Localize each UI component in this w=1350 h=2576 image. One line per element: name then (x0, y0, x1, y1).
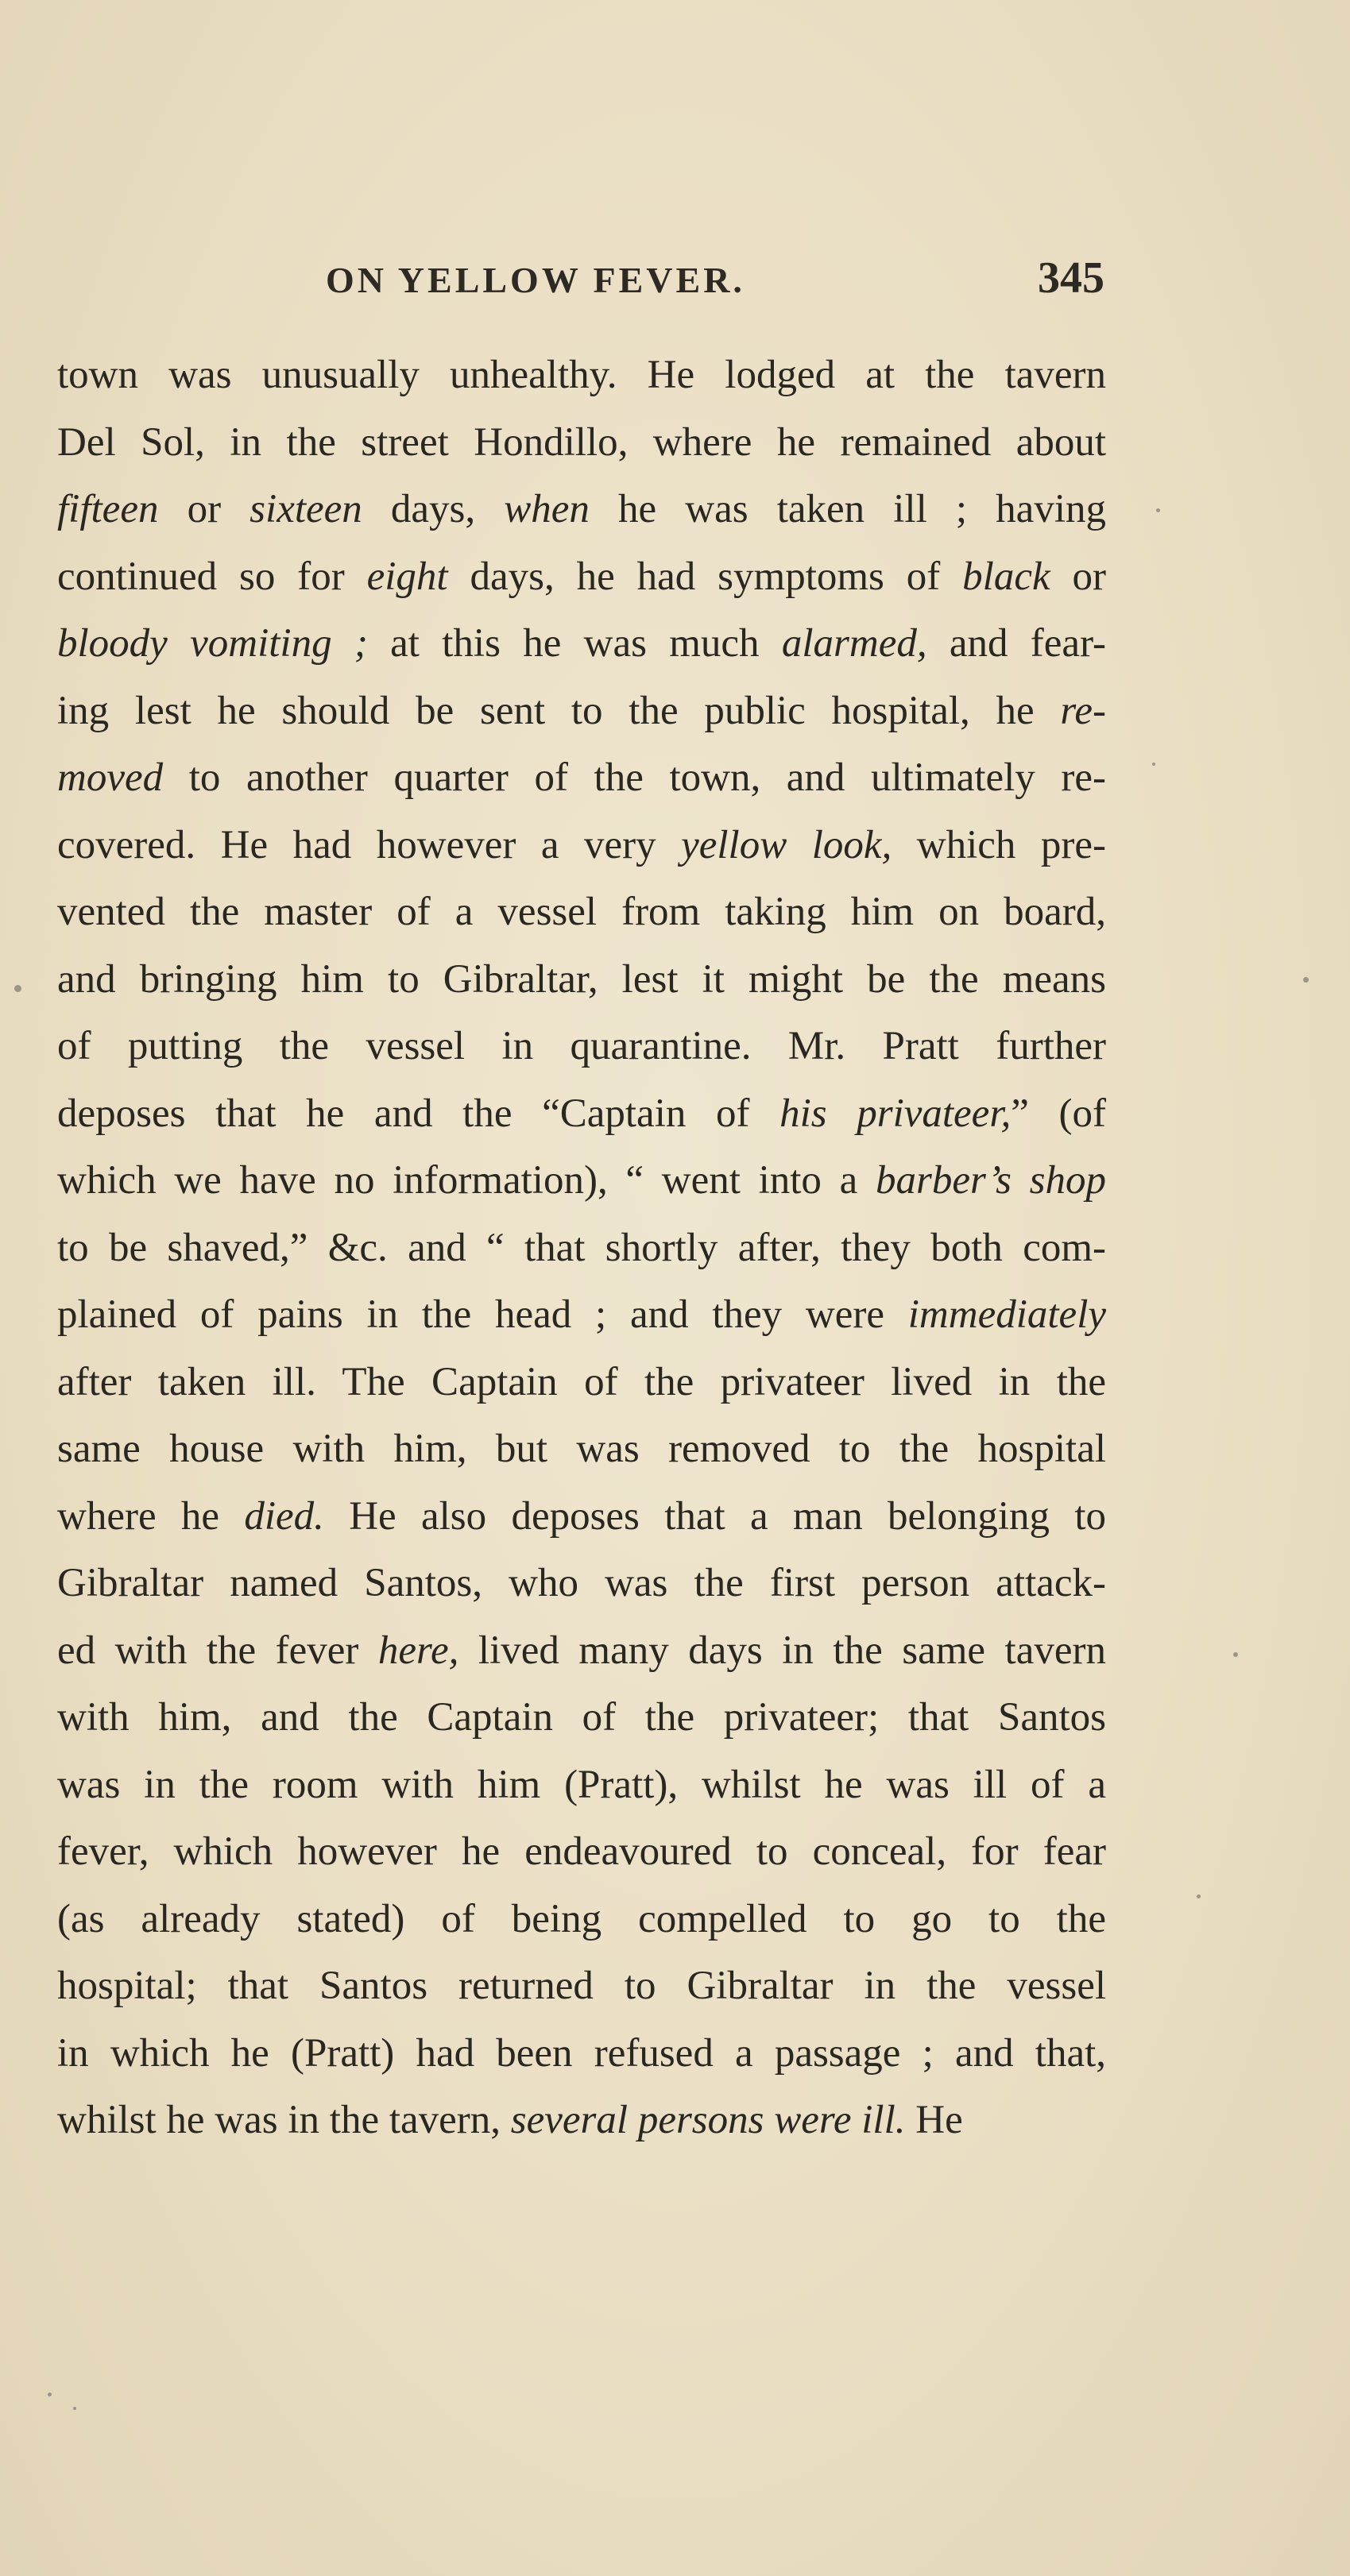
italic-text: alarmed, (781, 621, 927, 666)
text-run: Del Sol, in the street Hondillo, where he remained about (57, 419, 1106, 465)
text-run: whilst he was in the tavern, (57, 2098, 511, 2142)
text-line (57, 476, 1106, 543)
text-line (57, 1751, 1106, 1819)
foxing-spot (1197, 1894, 1201, 1898)
text-run: which we have no information), “ went into a (57, 1158, 876, 1203)
text-line (57, 1483, 1106, 1551)
text-run: or (158, 487, 250, 531)
text-run: where he (57, 1493, 245, 1539)
text-run: which pre- (892, 822, 1106, 867)
italic-text: his privateer, (779, 1091, 1012, 1136)
foxing-spot (1233, 1652, 1238, 1657)
text-line (57, 879, 1106, 946)
text-line (57, 946, 1106, 1014)
italic-text: several persons were ill. (510, 2098, 906, 2142)
text-run: (as already stated) of being compelled to go to the (57, 1896, 1106, 1941)
text-run: ing lest he should be sent to the public hospital, he (57, 688, 1061, 733)
running-head-title: ON YELLOW FEVER. (326, 260, 745, 300)
page-number: 345 (1038, 253, 1104, 303)
text-run: to another quarter of the town, and ultimately re- (163, 755, 1106, 800)
text-run: same house with him, but was removed to the hospital (57, 1427, 1106, 1471)
italic-text: when (504, 487, 590, 531)
text-run: was in the room with him (Pratt), whilst he was ill of a (57, 1762, 1106, 1807)
text-run: covered. He had however a very (57, 822, 682, 867)
italic-text: re- (1060, 688, 1106, 733)
text-run: days, (362, 487, 505, 531)
text-run: and bringing him to Gibraltar, lest it might be the means (57, 956, 1106, 1002)
foxing-spot (48, 2393, 52, 2396)
body-text (57, 342, 1106, 2154)
text-line (57, 678, 1106, 745)
text-run: deposes that he and the “Captain of (57, 1091, 780, 1136)
text-line (57, 1080, 1106, 1148)
italic-text: moved (57, 755, 164, 800)
text-run: and fear- (926, 621, 1107, 666)
text-line (57, 1215, 1106, 1282)
text-line (57, 409, 1106, 477)
text-line (57, 610, 1106, 678)
text-run: after taken ill. The Captain of the privateer lived in the (57, 1359, 1106, 1404)
text-line (57, 2087, 1106, 2154)
text-run: Gibraltar named Santos, who was the first person attack- (57, 1561, 1106, 1605)
text-line (57, 1550, 1106, 1617)
text-line (57, 1415, 1106, 1483)
text-run: of putting the vessel in quarantine. Mr. Pratt further (57, 1024, 1106, 1068)
text-run: to be shaved,” &c. and “ that shortly after, they both com- (57, 1225, 1106, 1270)
text-line (57, 1349, 1106, 1416)
text-line (57, 1281, 1106, 1349)
text-run: plained of pains in the head ; and they were (57, 1292, 908, 1337)
italic-text: died. (244, 1493, 324, 1539)
italic-text: here, (377, 1628, 459, 1673)
italic-text: barber’s shop (875, 1158, 1106, 1203)
text-line (57, 1684, 1106, 1751)
text-line (57, 1952, 1106, 2020)
text-line (57, 1617, 1106, 1685)
italic-text: fifteen (57, 487, 159, 531)
text-line (57, 2020, 1106, 2087)
text-line (57, 543, 1106, 611)
text-line (57, 812, 1106, 879)
text-run: with him, and the Captain of the privateer; that Santos (57, 1695, 1106, 1740)
italic-text: immediately (907, 1292, 1106, 1337)
text-run: in which he (Pratt) had been refused a passage ; and that, (57, 2030, 1106, 2076)
text-line (57, 1013, 1106, 1080)
foxing-spot (1303, 977, 1309, 983)
italic-text: sixteen (249, 487, 362, 531)
text-run: hospital; that Santos returned to Gibraltar in the vessel (57, 1964, 1106, 2008)
foxing-spot (14, 985, 21, 992)
running-head (326, 253, 1104, 316)
text-run: at this he was much (367, 621, 782, 666)
text-run: He also deposes that a man belonging to (323, 1493, 1106, 1539)
text-line (57, 342, 1106, 409)
text-run: town was unusually unhealthy. He lodged at the tavern (57, 353, 1106, 397)
text-run: or (1050, 554, 1106, 599)
foxing-spot (73, 2407, 76, 2410)
foxing-spot (1156, 508, 1160, 512)
text-run: fever, which however he endeavoured to conceal, for fear (57, 1829, 1106, 1874)
text-line (57, 1147, 1106, 1215)
text-run: He (905, 2098, 963, 2142)
italic-text: yellow look, (681, 822, 892, 867)
italic-text: bloody vomiting ; (57, 621, 368, 666)
text-run: vented the master of a vessel from taking him on board, (57, 890, 1106, 934)
text-line (57, 744, 1106, 812)
text-run: he was taken ill ; having (589, 487, 1106, 531)
text-run: days, he had symptoms of (447, 554, 963, 599)
foxing-spot (1152, 763, 1155, 766)
text-run: ed with the fever (57, 1628, 378, 1673)
text-line (57, 1886, 1106, 1953)
text-run: ” (of (1011, 1091, 1107, 1136)
text-run: lived many days in the same tavern (458, 1628, 1106, 1673)
text-line (57, 1818, 1106, 1886)
italic-text: eight (366, 554, 448, 599)
italic-text: black (962, 554, 1050, 599)
text-run: continued so for (57, 554, 367, 599)
